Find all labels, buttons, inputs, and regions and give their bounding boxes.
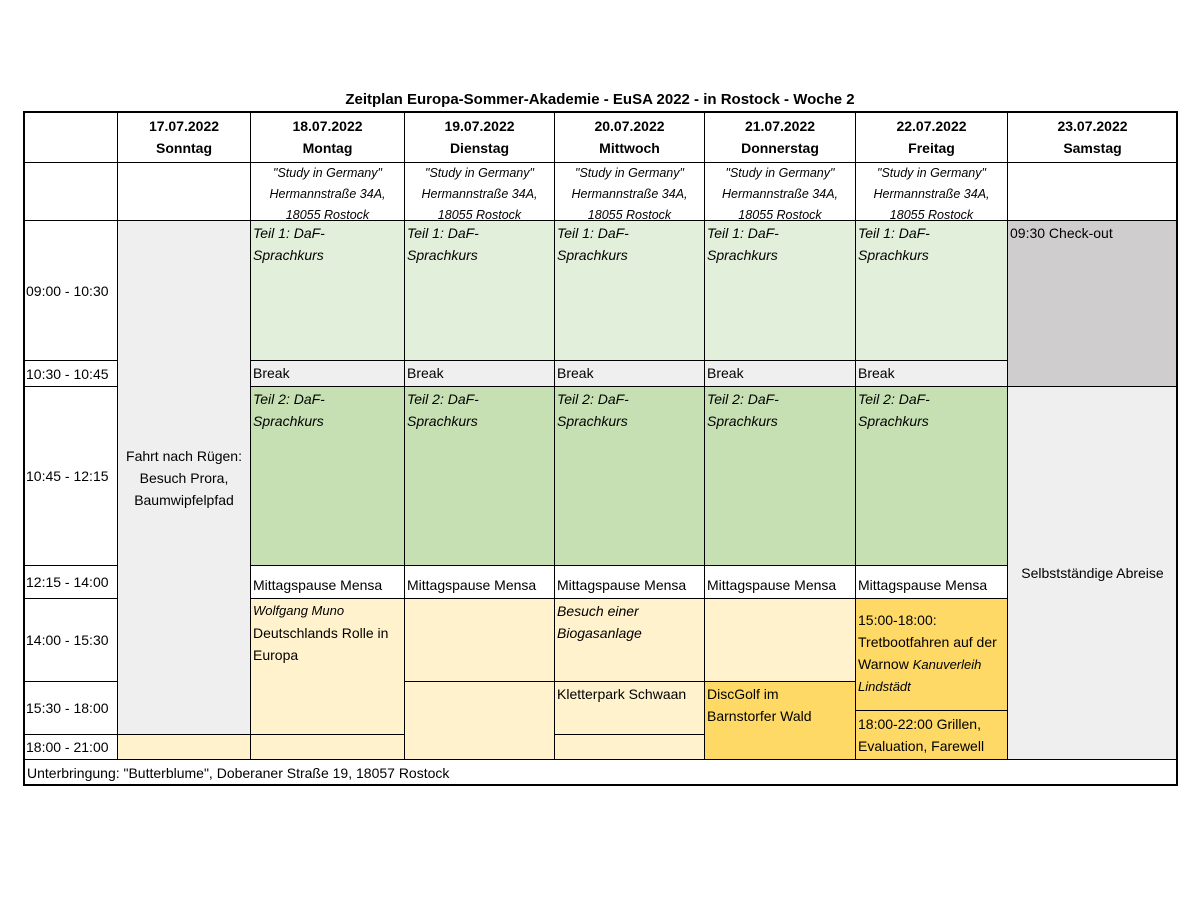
trip-line: Baumwipfelpfad [134, 491, 234, 508]
break-label: Break [557, 365, 594, 381]
trip-line: Besuch Prora, [139, 469, 229, 486]
part1-cell-tuesday [404, 220, 555, 361]
checkout-label: 09:30 Check-out [1010, 225, 1113, 241]
session-line: Sprachkurs [707, 413, 778, 429]
accommodation-text: Unterbringung: "Butterblume", Doberaner Straße 19, 18057 Rostock [27, 765, 450, 781]
location-line: "Study in Germany" [425, 166, 534, 180]
session-line: Sprachkurs [858, 247, 929, 263]
climbing-label: Kletterpark Schwaan [557, 686, 687, 702]
activity-time: 15:00-18:00: [858, 612, 937, 628]
day-date: 22.07.2022 [896, 118, 967, 134]
day-weekday: Mittwoch [599, 140, 660, 156]
location-line: 18055 Rostock [437, 208, 522, 221]
trip-line: Fahrt nach Rügen: [126, 447, 242, 464]
location-line: "Study in Germany" [877, 166, 986, 180]
part2-cell-thursday [704, 386, 856, 566]
break-cell-wednesday [554, 360, 705, 387]
day-weekday: Dienstag [449, 140, 510, 156]
location-line: "Study in Germany" [725, 166, 835, 180]
day-date: 23.07.2022 [1057, 118, 1128, 134]
break-cell-monday [250, 360, 405, 387]
location-cell-saturday [1007, 162, 1178, 221]
sunday-evening-cell [117, 734, 251, 760]
location-line: Hermannstraße 34A, [421, 187, 538, 201]
monday-talk-cell [250, 598, 405, 735]
golf-line: DiscGolf im [707, 686, 779, 702]
tuesday-late-cell [404, 681, 555, 760]
time-label: 15:30 - 18:00 [26, 700, 109, 716]
session-line: Teil 2: DaF- [407, 391, 479, 407]
part2-cell-friday [855, 386, 1008, 566]
time-slot [23, 598, 118, 682]
day-header-sunday [117, 111, 251, 163]
location-line: "Study in Germany" [273, 166, 382, 180]
location-line: Hermannstraße 34A, [873, 187, 990, 201]
session-line: Sprachkurs [407, 413, 478, 429]
day-date: 17.07.2022 [148, 118, 220, 134]
discgolf-cell [704, 681, 856, 760]
break-label: Break [253, 365, 290, 381]
page-title: Zeitplan Europa-Sommer-Akademie - EuSA 2022 - in Rostock - Woche 2 [345, 91, 855, 108]
part1-cell-friday [855, 220, 1008, 361]
pedal-boat-cell [855, 598, 1008, 711]
time-label: 09:00 - 10:30 [26, 282, 109, 299]
session-line: Teil 2: DaF- [707, 391, 779, 407]
location-cell-thursday [704, 162, 856, 221]
day-date: 20.07.2022 [594, 118, 665, 134]
session-line: Sprachkurs [557, 247, 628, 263]
session-line: Sprachkurs [707, 247, 778, 263]
time-slot [23, 681, 118, 735]
lunch-label: Mittagspause Mensa [557, 577, 687, 593]
session-line: Teil 2: DaF- [557, 391, 629, 407]
farewell-line: Evaluation, Farewell [858, 738, 985, 754]
time-slot [23, 220, 118, 361]
location-cell-wednesday [554, 162, 705, 221]
day-header-friday [855, 111, 1008, 163]
session-line: Teil 1: DaF- [557, 225, 629, 241]
location-line: Hermannstraße 34A, [571, 187, 688, 201]
tuesday-afternoon-cell [404, 598, 555, 682]
location-line: Hermannstraße 34A, [269, 187, 386, 201]
part1-cell-monday [250, 220, 405, 361]
lunch-cell-wednesday [554, 565, 705, 599]
day-date: 19.07.2022 [444, 118, 515, 134]
session-line: Teil 1: DaF- [707, 225, 779, 241]
break-cell-tuesday [404, 360, 555, 387]
biogas-visit-cell [554, 598, 705, 682]
day-header-thursday [704, 111, 856, 163]
break-label: Break [858, 365, 895, 381]
farewell-line: 18:00-22:00 Grillen, [858, 716, 981, 732]
lunch-cell-monday [250, 565, 405, 599]
departure-cell [1007, 386, 1178, 760]
lunch-label: Mittagspause Mensa [407, 577, 537, 593]
time-slot [23, 386, 118, 566]
location-line: 18055 Rostock [889, 208, 974, 221]
time-label: 12:15 - 14:00 [26, 574, 109, 590]
activity-line: Tretbootfahren auf der [858, 634, 997, 650]
part1-cell-wednesday [554, 220, 705, 361]
session-line: Sprachkurs [557, 413, 628, 429]
speaker-name: Wolfgang Muno [253, 603, 345, 618]
checkout-cell [1007, 220, 1178, 387]
session-line: Sprachkurs [858, 413, 929, 429]
day-weekday: Sonntag [156, 140, 212, 156]
location-line: 18055 Rostock [587, 208, 672, 221]
provider-name: Lindstädt [858, 679, 911, 694]
visit-line: Biogasanlage [557, 625, 642, 641]
day-weekday: Samstag [1063, 140, 1122, 156]
time-slot [23, 565, 118, 599]
departure-label: Selbstständige Abreise [1021, 565, 1164, 581]
lunch-label: Mittagspause Mensa [858, 577, 988, 593]
location-line: 18055 Rostock [738, 208, 822, 221]
session-line: Sprachkurs [407, 247, 478, 263]
break-cell-thursday [704, 360, 856, 387]
corner-cell [23, 111, 118, 163]
activity-text: Warnow [858, 656, 913, 672]
session-line: Teil 1: DaF- [858, 225, 930, 241]
wednesday-evening-cell [554, 734, 705, 760]
time-label: 18:00 - 21:00 [26, 739, 109, 755]
talk-line: Deutschlands Rolle in [253, 625, 389, 641]
session-line: Sprachkurs [253, 247, 324, 263]
time-slot [23, 360, 118, 387]
sunday-trip-cell [117, 220, 251, 735]
visit-line: Besuch einer [557, 603, 639, 619]
day-weekday: Montag [302, 140, 353, 156]
accommodation-footer [23, 759, 1178, 786]
lunch-cell-friday [855, 565, 1008, 599]
part2-cell-tuesday [404, 386, 555, 566]
lunch-label: Mittagspause Mensa [253, 577, 383, 593]
day-weekday: Donnerstag [741, 140, 819, 156]
provider-name: Kanuverleih [912, 657, 982, 672]
day-date: 18.07.2022 [292, 118, 363, 134]
part2-cell-monday [250, 386, 405, 566]
break-cell-friday [855, 360, 1008, 387]
talk-line: Europa [253, 647, 299, 663]
location-line: "Study in Germany" [575, 166, 684, 180]
location-label-cell [23, 162, 118, 221]
session-line: Teil 1: DaF- [407, 225, 479, 241]
farewell-cell [855, 710, 1008, 760]
time-label: 10:45 - 12:15 [26, 468, 109, 484]
location-line: 18055 Rostock [285, 208, 370, 221]
part1-cell-thursday [704, 220, 856, 361]
location-line: Hermannstraße 34A, [721, 187, 839, 201]
time-label: 14:00 - 15:30 [26, 632, 109, 648]
lunch-cell-thursday [704, 565, 856, 599]
location-cell-sunday [117, 162, 251, 221]
day-date: 21.07.2022 [744, 118, 816, 134]
time-slot [23, 734, 118, 760]
location-cell-monday [250, 162, 405, 221]
break-label: Break [407, 365, 444, 381]
time-label: 10:30 - 10:45 [26, 365, 109, 382]
location-cell-tuesday [404, 162, 555, 221]
activity-line [858, 653, 1005, 676]
day-header-monday [250, 111, 405, 163]
session-line: Sprachkurs [253, 413, 324, 429]
location-cell-friday [855, 162, 1008, 221]
day-weekday: Freitag [908, 140, 955, 156]
thursday-afternoon-cell [704, 598, 856, 682]
part2-cell-wednesday [554, 386, 705, 566]
golf-line: Barnstorfer Wald [707, 708, 812, 724]
break-label: Break [707, 365, 744, 381]
day-header-tuesday [404, 111, 555, 163]
climbing-park-cell [554, 681, 705, 735]
session-line: Teil 1: DaF- [253, 225, 325, 241]
session-line: Teil 2: DaF- [253, 391, 325, 407]
day-header-wednesday [554, 111, 705, 163]
lunch-cell-tuesday [404, 565, 555, 599]
session-line: Teil 2: DaF- [858, 391, 930, 407]
lunch-label: Mittagspause Mensa [707, 577, 837, 593]
day-header-saturday [1007, 111, 1178, 163]
monday-evening-cell [250, 734, 405, 760]
